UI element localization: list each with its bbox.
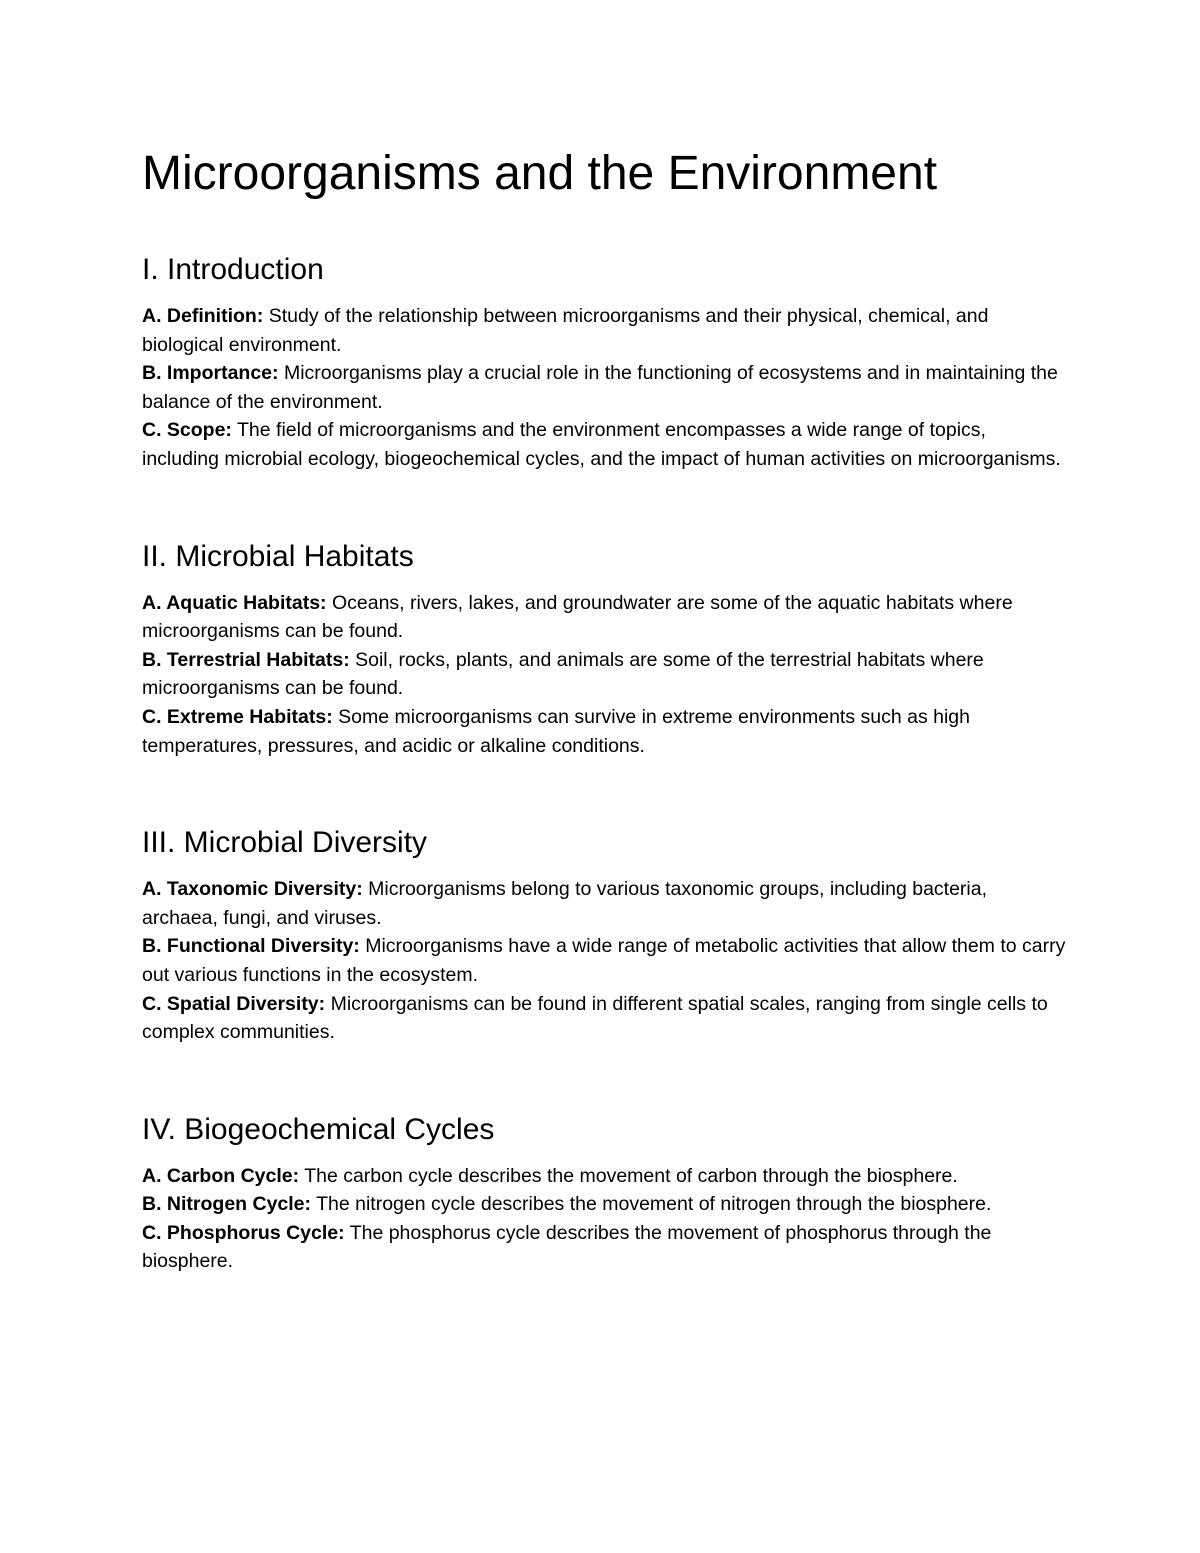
item-text: Microorganisms belong to various taxonomic groups, including bacteria, archaea, fungi, and viruses. [142, 878, 988, 929]
list-item [142, 359, 1067, 416]
item-text: The carbon cycle describes the movement of carbon through the biosphere. [299, 1164, 958, 1187]
section-heading: II. Microbial Habitats [142, 539, 414, 573]
item-text: Study of the relationship between microorganisms and their physical, chemical, and biological environment. [142, 305, 989, 356]
list-item [142, 302, 1067, 359]
section-items [142, 302, 1067, 474]
list-item [142, 1162, 1067, 1191]
item-text: The field of microorganisms and the environment encompasses a wide range of topics, including microbial ecology, biogeochemical cycles, and the impact of human activities on microorganisms. [142, 419, 1061, 470]
item-text: The nitrogen cycle describes the movement of nitrogen through the biosphere. [311, 1193, 992, 1216]
item-label: A. Definition: [142, 305, 264, 327]
item-label: B. Importance: [142, 362, 279, 385]
item-label: C. Scope: [142, 419, 232, 442]
section-heading: I. Introduction [142, 253, 324, 286]
list-item [142, 932, 1067, 989]
section-microbial-habitats [142, 535, 1067, 761]
list-item [142, 703, 1067, 760]
item-label: C. Phosphorus Cycle: [142, 1221, 345, 1244]
section-items [142, 589, 1067, 761]
section-items [142, 875, 1067, 1047]
item-label: A. Aquatic Habitats: [142, 591, 327, 614]
item-text: The phosphorus cycle describes the movement of phosphorus through the biosphere. [142, 1221, 992, 1273]
document-page [142, 140, 1067, 1276]
list-item [142, 875, 1067, 932]
list-item [142, 1190, 1067, 1219]
list-item [142, 990, 1067, 1047]
item-label: C. Extreme Habitats: [142, 705, 333, 728]
item-text: Microorganisms have a wide range of metabolic activities that allow them to carry out various functions in the ecosystem. [142, 935, 1066, 986]
section-biogeochemical-cycles [142, 1108, 1067, 1276]
list-item [142, 589, 1067, 646]
item-text: Microorganisms play a crucial role in the functioning of ecosystems and in maintaining the balance of the environment. [142, 362, 1058, 413]
section-microbial-diversity [142, 821, 1067, 1047]
list-item [142, 646, 1067, 703]
section-heading: IV. Biogeochemical Cycles [142, 1112, 495, 1146]
item-text: Some microorganisms can survive in extreme environments such as high temperatures, pressures, and acidic or alkaline conditions. [142, 705, 970, 757]
section-items [142, 1162, 1067, 1276]
item-label: B. Terrestrial Habitats: [142, 648, 350, 671]
item-label: A. Carbon Cycle: [142, 1164, 300, 1187]
item-label: A. Taxonomic Diversity: [142, 878, 363, 901]
item-label: C. Spatial Diversity: [142, 992, 326, 1015]
document-title: Microorganisms and the Environment [142, 147, 938, 200]
item-text: Microorganisms can be found in different spatial scales, ranging from single cells to complex communities. [142, 992, 1048, 1044]
item-text: Oceans, rivers, lakes, and groundwater are some of the aquatic habitats where microorganisms can be found. [142, 591, 1013, 643]
item-label: B. Functional Diversity: [142, 935, 360, 958]
list-item [142, 416, 1067, 473]
list-item [142, 1219, 1067, 1276]
section-heading: III. Microbial Diversity [142, 826, 428, 860]
item-label: B. Nitrogen Cycle: [142, 1193, 312, 1216]
item-text: Soil, rocks, plants, and animals are some of the terrestrial habitats where microorganisms can be found. [142, 648, 984, 700]
section-introduction [142, 248, 1067, 474]
